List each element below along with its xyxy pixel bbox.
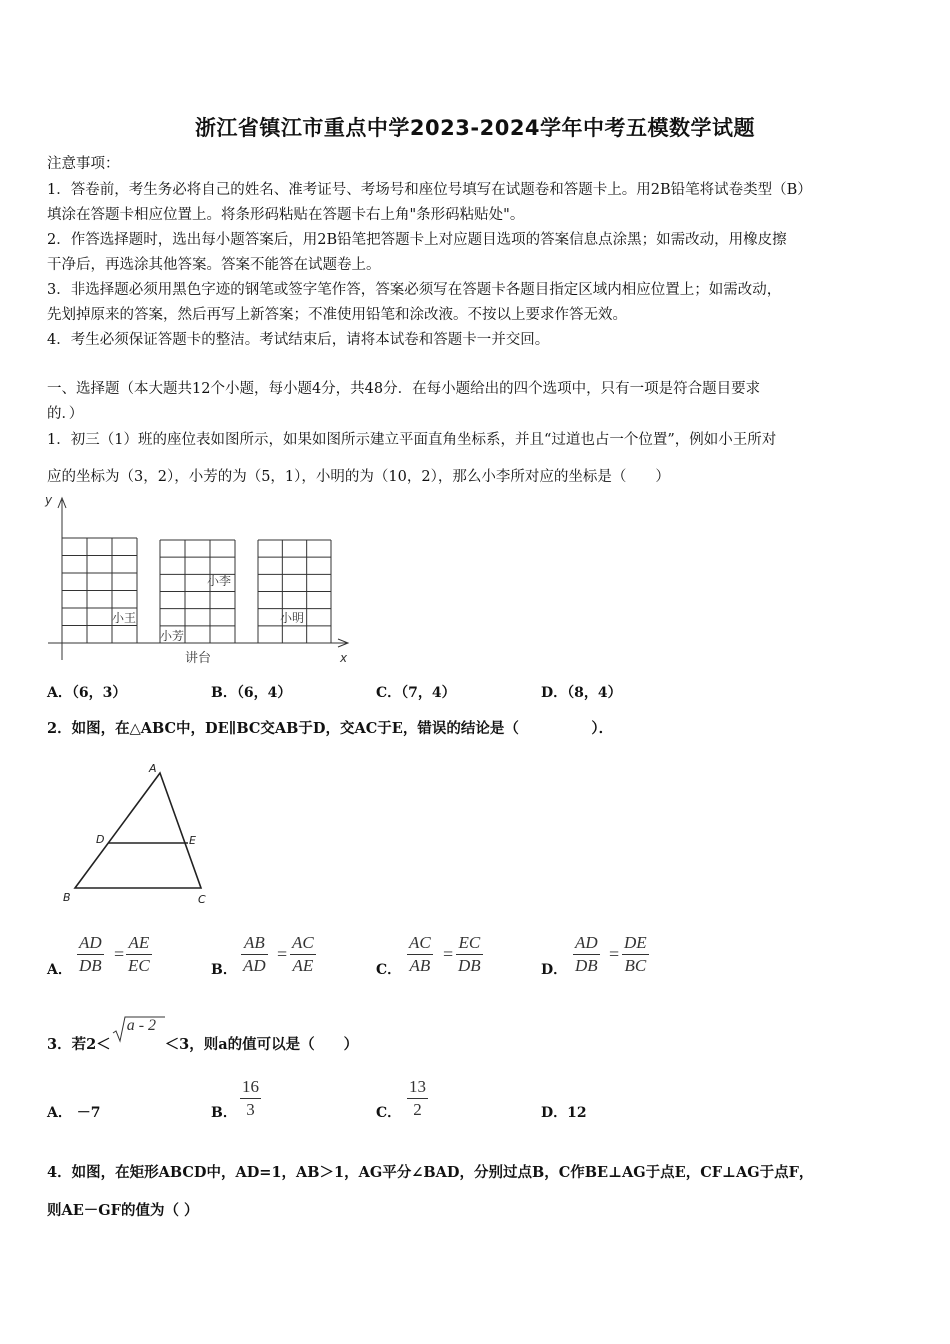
- q3-option-a[interactable]: A． －7: [47, 1105, 101, 1121]
- notice-line: 1．答卷前，考生务必将自己的姓名、准考证号、考场号和座位号填写在试题卷和答题卡上。用2B铅笔将试卷类型（B）: [47, 182, 812, 198]
- q3-option-c-letter[interactable]: C．: [376, 1105, 402, 1121]
- question-4-stem-cont: 则AE－GF的值为（ ）: [47, 1202, 199, 1219]
- label-xiaoli: 小李: [207, 574, 232, 588]
- q3-option-b-letter[interactable]: B．: [211, 1105, 237, 1121]
- question-3-stem: [47, 1017, 359, 1054]
- equals-sign: =: [443, 944, 454, 964]
- equals-sign: =: [609, 944, 620, 964]
- notice-line: 干净后，再选涂其他答案。答案不能答在试题卷上。: [47, 257, 381, 273]
- point-e: E: [189, 834, 196, 847]
- q1-option-c[interactable]: C．（7，4）: [376, 685, 456, 701]
- label-xiaoming: 小明: [280, 611, 305, 625]
- point-c: C: [198, 893, 206, 906]
- label-xiaofang: 小芳: [160, 629, 185, 643]
- notice-line: 3．非选择题必须用黑色字迹的钢笔或签字笔作答，答案必须写在答题卡各题目指定区域内相应位置上；如需改动，: [47, 282, 782, 298]
- q2-option-c-letter[interactable]: C．: [376, 962, 402, 978]
- question-2-stem: 2．如图，在△ABC中，DE∥BC交AB于D，交AC于E，错误的结论是（ ）．: [47, 720, 614, 737]
- point-b: B: [63, 891, 71, 904]
- q2-option-d-letter[interactable]: D．: [541, 962, 568, 978]
- notice-line: 填涂在答题卡相应位置上。将条形码粘贴在答题卡右上角"条形码粘贴处"。: [47, 207, 525, 223]
- radicand: a - 2: [126, 1017, 157, 1034]
- notice-line: 2．作答选择题时，选出每小题答案后，用2B铅笔把答题卡上对应题目选项的答案信息点涂黑；如需改动，用橡皮擦: [47, 232, 787, 248]
- question-1-stem: 1．初三（1）班的座位表如图所示，如果如图所示建立平面直角坐标系，并且“过道也占一个位置”，例如小王所对: [47, 432, 777, 448]
- point-d: D: [96, 833, 105, 846]
- q1-option-d[interactable]: D．（8，4）: [541, 685, 622, 701]
- q1-option-a[interactable]: A．（6，3）: [47, 685, 127, 701]
- notice-heading: 注意事项：: [47, 156, 120, 172]
- q2-option-a-fraction-1: $\frac{AD}{DB}$: [79, 933, 102, 975]
- seating-chart-figure: [40, 490, 360, 670]
- y-axis-label: y: [45, 493, 53, 507]
- question-1-stem-cont: 应的坐标为（3，2），小芳的为（5，1），小明的为（10，2），那么小李所对应的坐标是（ ）: [47, 469, 670, 485]
- notice-line: 4．考生必须保证答题卡的整洁。考试结束后，请将本试卷和答题卡一并交回。: [47, 332, 550, 348]
- label-podium: 讲台: [185, 651, 212, 666]
- section-heading-cont: 的．）: [47, 406, 84, 422]
- q2-option-a-letter[interactable]: A．: [47, 962, 72, 978]
- q3-option-b-fraction: $\frac{16}{3}$: [242, 1077, 259, 1119]
- q3-stem-pre: 3．若2＜: [47, 1036, 111, 1053]
- q3-stem-post: ＜3，则a的值可以是（ ）: [164, 1036, 359, 1053]
- x-axis-label: x: [340, 651, 348, 665]
- equals-sign: =: [277, 944, 288, 964]
- page-title: 浙江省镇江市重点中学2023-2024学年中考五模数学试题: [194, 116, 756, 140]
- q2-option-a-fraction-2: $\frac{AE}{EC}$: [128, 933, 150, 975]
- q2-option-b-fraction-1: $\frac{AB}{AD}$: [243, 933, 266, 975]
- q1-option-b[interactable]: B．（6，4）: [211, 685, 292, 701]
- equals-sign: =: [114, 944, 125, 964]
- question-4-stem: 4．如图，在矩形ABCD中，AD=1，AB＞1，AG平分∠BAD，分别过点B，C作BE⊥AG于点E，CF⊥AG于点F，: [47, 1164, 814, 1181]
- notice-line: 先划掉原来的答案，然后再写上新答案；不准使用铅笔和涂改液。不按以上要求作答无效。: [47, 307, 627, 323]
- q2-option-c-fraction-1: $\frac{AC}{AB}$: [409, 933, 431, 975]
- q3-option-c-fraction: $\frac{13}{2}$: [409, 1077, 426, 1119]
- q2-option-b-letter[interactable]: B．: [211, 962, 237, 978]
- sqrt-expression: [111, 1017, 165, 1049]
- point-a: A: [149, 762, 157, 775]
- q2-option-d-fraction-1: $\frac{AD}{DB}$: [575, 933, 598, 975]
- q2-option-d-fraction-2: $\frac{DE}{BC}$: [624, 933, 647, 975]
- label-xiaowang: 小王: [112, 611, 137, 625]
- q3-option-d[interactable]: D．12: [541, 1105, 587, 1121]
- q2-option-b-fraction-2: $\frac{AC}{AE}$: [292, 933, 314, 975]
- q2-option-c-fraction-2: $\frac{EC}{DB}$: [458, 933, 481, 975]
- triangle-figure: [55, 758, 225, 908]
- section-heading: 一、选择题（本大题共12个小题，每小题4分，共48分．在每小题给出的四个选项中，只有一项是符合题目要求: [47, 381, 761, 397]
